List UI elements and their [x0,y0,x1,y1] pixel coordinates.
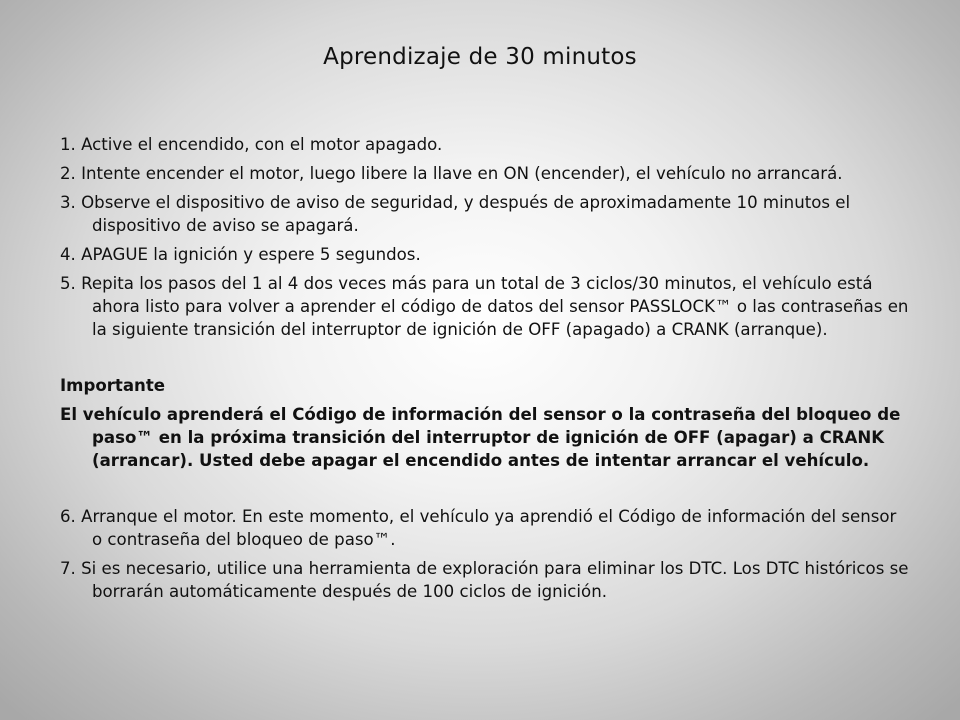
slide-content [60,133,910,609]
step-7: 7. Si es necesario, utilice una herramienta de exploración para eliminar los DTC. Los DTC históricos se borrarán automáticamente después de 100 ciclos de ignición. [60,559,909,601]
step-3: 3. Observe el dispositivo de aviso de seguridad, y después de aproximadamente 10 minutos el dispositivo de aviso se apagará. [60,193,851,235]
slide-title: Aprendizaje de 30 minutos [323,44,637,70]
step-6: 6. Arranque el motor. En este momento, el vehículo ya aprendió el Código de información del sensor o contraseña del bloqueo de paso™. [60,507,897,549]
step-1: 1. Active el encendido, con el motor apagado. [60,135,443,154]
important-text: El vehículo aprenderá el Código de información del sensor o la contraseña del bloqueo de paso™ en la próxima transición del interruptor de ignición de OFF (apagar) a CRANK (arrancar). Usted debe apagar el encendido antes de intentar arrancar el vehículo. [60,405,901,470]
important-heading: Importante [60,376,166,395]
step-4: 4. APAGUE la ignición y espere 5 segundos. [60,245,421,264]
spacer [60,478,910,505]
step-2: 2. Intente encender el motor, luego libere la llave en ON (encender), el vehículo no arrancará. [60,164,843,183]
spacer [60,347,910,374]
step-5: 5. Repita los pasos del 1 al 4 dos veces más para un total de 3 ciclos/30 minutos, el vehículo está ahora listo para volver a aprender el código de datos del sensor PASSLOCK™ o las contraseñas en la siguiente transición del interruptor de ignición de OFF (apagado) a CRANK (arranque). [60,274,909,339]
